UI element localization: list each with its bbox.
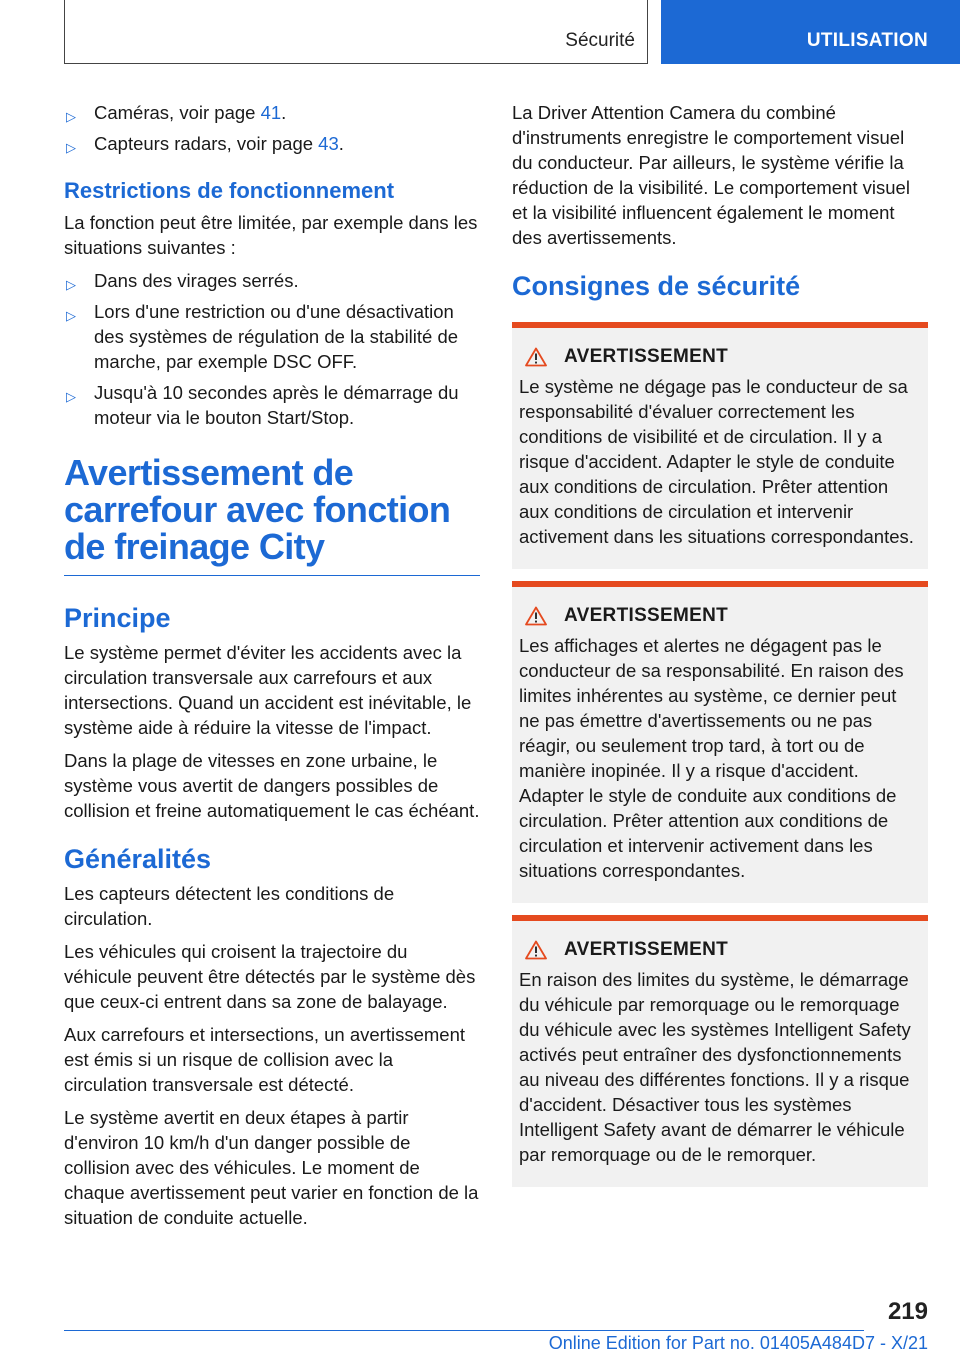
restrictions-heading: Restrictions de fonctionnement [64, 178, 395, 203]
bullet-triangle-icon: ▷ [66, 109, 76, 124]
generalites-paragraph: Le système avertit en deux étapes à partir d'environ 10 km/h d'un danger possible de collision avec des véhicules. Le moment de chaque avertissement peut varier en fonction de la situation de conduite actuelle. [64, 1107, 479, 1228]
warning-title: AVERTISSEMENT [564, 939, 729, 960]
warning-triangle-icon [525, 940, 547, 960]
list-item: ▷ Capteurs radars, voir page 43. [64, 131, 480, 156]
generalites-paragraph: Les véhicules qui croisent la trajectoire du véhicule peuvent être détectés par le système dès que ceux-ci entrent dans sa zone de balayage. [64, 941, 476, 1012]
bullet-triangle-icon: ▷ [66, 140, 76, 155]
reference-list [64, 100, 480, 156]
generalites-heading: Généralités [64, 844, 212, 874]
footer-divider [64, 1330, 864, 1331]
list-item: ▷ Lors d'une restriction ou d'une désactivation des systèmes de régulation de la stabilité de marche, par exemple DSC OFF. [66, 301, 459, 372]
footer-edition: Online Edition for Part no. 01405A484D7 - X/21 [548, 1333, 928, 1353]
restrictions-intro: La fonction peut être limitée, par exemple dans les situations suivantes : [64, 212, 478, 258]
warning-title: AVERTISSEMENT [564, 346, 729, 367]
header-section-tab [64, 0, 648, 64]
warning-box [512, 581, 928, 903]
page-number: 219 [887, 1298, 928, 1325]
warning-triangle-icon [525, 606, 547, 626]
principe-paragraph: Le système permet d'éviter les accidents avec la circulation transversale aux carrefours et aux intersections. Quand un accident est inévitable, le système aide à réduire la vitesse de l'impact. [64, 642, 472, 738]
warning-text: Le système ne dégage pas le conducteur de sa responsabilité d'évaluer correctement les conditions de visibilité et de circulation. Il y a risque d'accident. Adapter le style de conduite aux conditions de circulation. Prêter attention aux conditions de circulation et intervenir activement dans les situations correspondantes. [519, 376, 914, 547]
restrictions-list [64, 268, 480, 430]
bullet-triangle-icon: ▷ [66, 277, 76, 292]
page-link[interactable]: 41 [260, 102, 282, 123]
principe-paragraph: Dans la plage de vitesses en zone urbaine, le système vous avertit de dangers possibles de collision et freine automatiquement le cas échéant. [64, 750, 480, 821]
page-title: Avertissement de carrefour avec fonction de freinage City [64, 454, 480, 576]
list-item: ▷ Jusqu'à 10 secondes après le démarrage du moteur via le bouton Start/Stop. [66, 382, 459, 428]
principe-heading: Principe [64, 603, 171, 633]
warning-triangle-icon [525, 347, 547, 367]
page-link[interactable]: 43 [318, 133, 339, 154]
list-item: ▷ Caméras, voir page 41. [64, 100, 480, 125]
header-chapter-title: UTILISATION [806, 30, 928, 51]
intro-paragraph: La Driver Attention Camera du combiné d'instruments enregistre le comportement visuel du conducteur. Par ailleurs, le système vérifie la réduction de la visibilité. Le comportement visuel et la visibilité influencent également le moment des avertissements. [512, 102, 910, 248]
warning-text: En raison des limites du système, le démarrage du véhicule par remorquage ou le remorquage du véhicule avec les systèmes Intelligent Safety activés peut entraîner des dysfonctionnements au niveau des différentes fonctions. Il y a risque d'accident. Désactiver tous les systèmes Intelligent Safety avant de démarrer le véhicule par remorquage ou de le remorquer. [519, 969, 911, 1165]
warning-text: Les affichages et alertes ne dégagent pas le conducteur de sa responsabilité. En raison des limites inhérentes au système, ce dernier peut ne pas émettre d'avertissements ou ne pas réagir, ou seulement trop tard, à tort ou de manière inopinée. Il y a risque d'accident. Adapter le style de conduite aux conditions de circulation. Prêter attention aux conditions de circulation et intervenir activement dans les situations correspondantes. [519, 635, 904, 881]
header-section-title: Sécurité [565, 30, 635, 51]
header-chapter-tab [661, 0, 960, 64]
right-column [512, 100, 928, 1199]
safety-heading: Consignes de sécurité [512, 271, 801, 301]
bullet-triangle-icon: ▷ [66, 308, 76, 323]
left-column [64, 100, 480, 1238]
warning-box [512, 322, 928, 569]
list-item: ▷ Dans des virages serrés. [64, 268, 480, 293]
generalites-paragraph: Les capteurs détectent les conditions de circulation. [64, 883, 395, 929]
generalites-paragraph: Aux carrefours et intersections, un avertissement est émis si un risque de collision avec la circulation transversale est détecté. [64, 1024, 466, 1095]
bullet-triangle-icon: ▷ [66, 389, 76, 404]
warning-title: AVERTISSEMENT [564, 605, 729, 626]
warning-box [512, 915, 928, 1187]
